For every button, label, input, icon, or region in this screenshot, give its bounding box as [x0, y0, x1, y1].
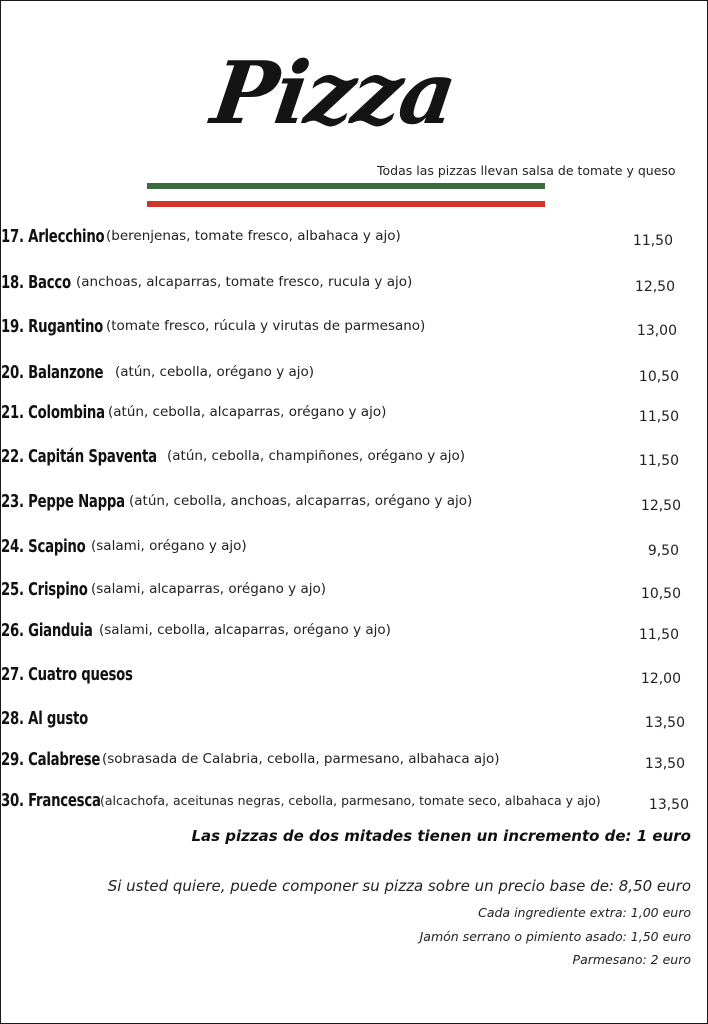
pizza-price: 12,00 [640, 671, 681, 687]
menu-item [1, 615, 701, 645]
menu-item [1, 486, 701, 516]
menu-item [1, 357, 701, 387]
pizza-number: 20. [1, 362, 24, 383]
pizza-description: (alcachofa, aceitunas negras, cebolla, parmesano, tomate seco, albahaca y ajo) [100, 793, 601, 808]
pizza-title: Crispino [23, 579, 88, 600]
pizza-description: (salami, orégano y ajo) [91, 538, 247, 554]
pizza-number: 27. [1, 664, 24, 685]
menu-item [1, 744, 701, 774]
pizza-title: Colombina [23, 402, 105, 423]
menu-item [1, 574, 701, 604]
pizza-price: 11,50 [632, 233, 673, 249]
parmesano-note: Parmesano: 2 euro [572, 952, 691, 967]
pizza-number: 19. [1, 316, 24, 337]
pizza-price: 11,50 [638, 453, 679, 469]
menu-item [1, 441, 701, 471]
pizza-number: 21. [1, 402, 24, 423]
pizza-number: 26. [1, 620, 24, 641]
menu-item [1, 785, 701, 815]
pizza-name [1, 620, 93, 641]
pizza-description: (atún, cebolla, orégano y ajo) [115, 364, 315, 380]
menu-item [1, 267, 701, 297]
pizza-description: (atún, cebolla, alcaparras, orégano y ajo) [108, 404, 387, 420]
pizza-title: Francesca [23, 790, 101, 811]
menu-item [1, 703, 701, 733]
menu-item [1, 531, 701, 561]
pizza-number: 25. [1, 579, 24, 600]
base-price-note: Si usted quiere, puede componer su pizza sobre un precio base de: 8,50 euro [107, 877, 691, 895]
pizza-price: 10,50 [640, 586, 681, 602]
pizza-name [1, 362, 103, 383]
menu-subtitle: Todas las pizzas llevan salsa de tomate y queso [377, 163, 676, 178]
pizza-price: 13,50 [644, 756, 685, 772]
menu-item [1, 397, 701, 427]
pizza-number: 23. [1, 491, 24, 512]
pizza-number: 28. [1, 708, 24, 729]
pizza-number: 18. [1, 272, 24, 293]
pizza-name [1, 402, 105, 423]
pizza-description: (salami, alcaparras, orégano y ajo) [91, 581, 326, 597]
pizza-price: 13,50 [644, 715, 685, 731]
pizza-title: Gianduia [23, 620, 93, 641]
pizza-name [1, 579, 88, 600]
pizza-price: 9,50 [647, 543, 679, 559]
menu-item [1, 659, 701, 689]
pizza-name [1, 708, 88, 729]
pizza-name [1, 272, 71, 293]
jamon-note: Jamón serrano o pimiento asado: 1,50 euro [419, 929, 691, 944]
pizza-name [1, 664, 133, 685]
pizza-name [1, 790, 101, 811]
pizza-description: (tomate fresco, rúcula y virutas de parmesano) [106, 318, 426, 334]
pizza-price: 10,50 [638, 369, 679, 385]
pizza-title: Balanzone [23, 362, 104, 383]
pizza-number: 22. [1, 446, 24, 467]
pizza-description: (salami, cebolla, alcaparras, orégano y ajo) [99, 622, 391, 638]
pizza-title: Bacco [23, 272, 71, 293]
pizza-name [1, 316, 103, 337]
pizza-title: Capitán Spaventa [23, 446, 157, 467]
pizza-name [1, 749, 100, 770]
red-stripe [147, 201, 545, 207]
pizza-description: (anchoas, alcaparras, tomate fresco, rucula y ajo) [76, 274, 413, 290]
pizza-title: Rugantino [23, 316, 104, 337]
pizza-name [1, 226, 104, 247]
extra-ingredient-note: Cada ingrediente extra: 1,00 euro [478, 905, 691, 920]
pizza-description: (berenjenas, tomate fresco, albahaca y ajo) [106, 228, 401, 244]
pizza-price: 12,50 [640, 498, 681, 514]
menu-title: Pizza [205, 43, 461, 144]
pizza-price: 12,50 [634, 279, 675, 295]
half-pizza-note: Las pizzas de dos mitades tienen un incremento de: 1 euro [191, 827, 691, 845]
pizza-title: Al gusto [23, 708, 88, 729]
pizza-title: Peppe Nappa [23, 491, 125, 512]
pizza-description: (sobrasada de Calabria, cebolla, parmesano, albahaca ajo) [102, 751, 500, 767]
pizza-number: 24. [1, 536, 24, 557]
pizza-number: 29. [1, 749, 24, 770]
pizza-name [1, 536, 85, 557]
pizza-title: Cuatro quesos [23, 664, 133, 685]
green-stripe [147, 183, 545, 189]
pizza-title: Arlecchino [23, 226, 105, 247]
pizza-number: 17. [1, 226, 24, 247]
pizza-price: 13,00 [636, 323, 677, 339]
menu-item [1, 311, 701, 341]
pizza-number: 30. [1, 790, 24, 811]
pizza-price: 13,50 [648, 797, 689, 813]
pizza-name [1, 491, 125, 512]
pizza-description: (atún, cebolla, champiñones, orégano y ajo) [167, 448, 466, 464]
menu-item [1, 221, 701, 251]
pizza-title: Scapino [23, 536, 86, 557]
pizza-description: (atún, cebolla, anchoas, alcaparras, orégano y ajo) [129, 493, 473, 509]
pizza-price: 11,50 [638, 409, 679, 425]
pizza-price: 11,50 [638, 627, 679, 643]
pizza-name [1, 446, 157, 467]
pizza-title: Calabrese [23, 749, 101, 770]
